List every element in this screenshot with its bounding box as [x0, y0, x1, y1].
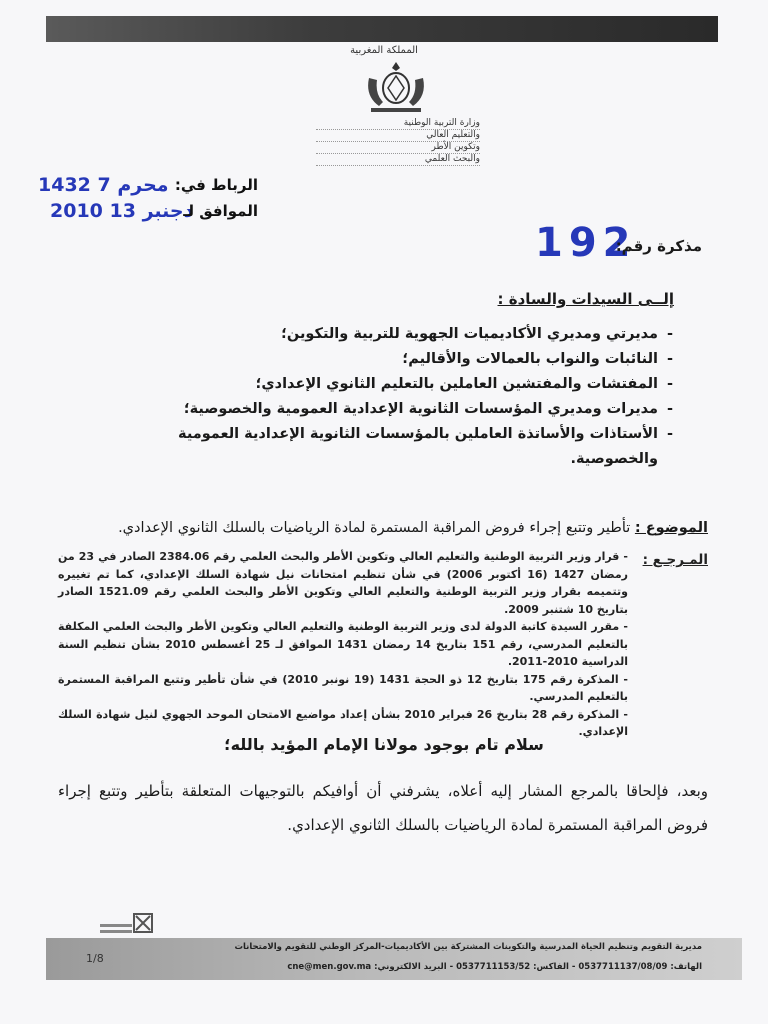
reference-text: قرار وزير التربية الوطنية والتعليم العالي وتكوين الأطر والبحث العلمي رقم 2384.06 الصادر في 23 من رمضان 1427 (16 أكتوبر 2006) في شأن تنظيم امتحانات نيل شهادة السلك الإعدادي، كما تم تغييره وتتميمه بقرار وزير التربية الوطنية والتعليم العالي وتكوين الأطر والبحث العلمي رقم 1521.09 الصادر بتاريخ 10 شتنبر 2009. [58, 550, 629, 616]
list-item: - المفتشات والمفتشين العاملين بالتعليم الثانوي الإعدادي؛ [122, 372, 682, 397]
page-number: 1/8 [86, 952, 104, 965]
addressees-title: إلــى السيدات والسادة : [497, 290, 674, 308]
subject-label: الموضوع : [634, 520, 708, 536]
addressee-text: المفتشات والمفتشين العاملين بالتعليم الثانوي الإعدادي؛ [255, 376, 658, 392]
list-item: - مقرر السيدة كاتبة الدولة لدى وزير التربية الوطنية والتعليم العالي وتكوين الأطر والبحث العلمي المكلفة بالتعليم المدرسي، رقم 151 بتاريخ 14 رمضان 1431 الموافق لـ 25 أغسطس 2010 بشأن تنظيم السنة الدراسية 2010-2011. [58, 620, 628, 668]
corresponding-date-label: الموافق لـ [183, 202, 258, 220]
memo-number: 192 [535, 220, 637, 266]
memo-label: مذكرة رقم: [615, 237, 702, 255]
references-section [58, 548, 708, 741]
kingdom-title: المملكة المغربية [350, 45, 418, 56]
reference-text: المذكرة رقم 175 بتاريخ 12 ذو الحجة 1431 (19 نونبر 2010) في شأن تأطير وتتبع المراقبة المستمرة بالتعليم المدرسي. [58, 672, 628, 703]
ministry-line: والبحث العلمي [316, 154, 480, 166]
royal-emblem-icon [361, 58, 431, 114]
ministry-line: والتعليم العالي [316, 130, 480, 142]
footer-band [46, 938, 742, 980]
ministry-line: وتكوين الأطر [316, 142, 480, 154]
footer-contact: الهاتف: 0537711137/08/09 - الفاكس: 0537711153/52 - البريد الالكتروني: cne@men.gov.ma [287, 962, 702, 972]
list-item: - النائبات والنواب بالعمالات والأقاليم؛ [122, 347, 682, 372]
list-item: - الأستاذات والأساتذة العاملين بالمؤسسات الثانوية الإعدادية العمومية والخصوصية. [122, 422, 682, 472]
subject-line [58, 520, 708, 536]
rabat-date-label: الرباط في: [174, 176, 258, 194]
list-item: - مديرتي ومديري الأكاديميات الجهوية للتربية والتكوين؛ [122, 322, 682, 347]
footer-directorate: مديرية التقويم وتنظيم الحياة المدرسية والتكوينات المشتركة بين الأكاديميات-المركز الوطني للتقويم والامتحانات [234, 942, 702, 952]
reference-text: مقرر السيدة كاتبة الدولة لدى وزير التربية الوطنية والتعليم العالي وتكوين الأطر والبحث العلمي المكلفة بالتعليم المدرسي، رقم 151 بتاريخ 14 رمضان 1431 الموافق لـ 25 أغسطس 2010 بشأن تنظيم السنة الدراسية 2010-2011. [58, 620, 628, 668]
list-item: - المذكرة رقم 28 بتاريخ 26 فبراير 2010 بشأن إعداد مواضيع الامتحان الموحد الجهوي لنيل شهادة السلك الإعدادي. [58, 707, 628, 738]
addressee-text: النائبات والنواب بالعمالات والأقاليم؛ [402, 351, 658, 367]
list-item: - المذكرة رقم 175 بتاريخ 12 ذو الحجة 1431 (19 نونبر 2010) في شأن تأطير وتتبع المراقبة المستمرة بالتعليم المدرسي. [58, 672, 628, 703]
addressee-text: الأستاذات والأساتذة العاملين بالمؤسسات الثانوية الإعدادية العمومية والخصوصية. [178, 426, 658, 467]
date-block [38, 172, 258, 224]
list-item: - قرار وزير التربية الوطنية والتعليم العالي وتكوين الأطر والبحث العلمي رقم 2384.06 الصادر في 23 من رمضان 1427 (16 أكتوبر 2006) في شأن تنظيم امتحانات نيل شهادة السلك الإعدادي، كما تم تغييره وتتميمه بقرار وزير التربية الوطنية والتعليم العالي وتكوين الأطر والبحث العلمي رقم 1521.09 الصادر بتاريخ 10 شتنبر 2009. [58, 550, 629, 616]
evaluation-center-logo-icon [98, 910, 156, 938]
ministry-name [316, 118, 480, 166]
greeting: سلام تام بوجود مولانا الإمام المؤيد بالله؛ [224, 735, 544, 754]
addressee-list [122, 322, 682, 472]
header-bar [46, 16, 718, 42]
body-paragraph: وبعد، فإلحاقا بالمرجع المشار إليه أعلاه، يشرفني أن أوافيكم بالتوجيهات المتعلقة بتأطير وتتبع إجراء فروض المراقبة المستمرة لمادة الرياضيات بالسلك الثانوي الإعدادي. [58, 782, 708, 834]
gregorian-date-handwritten: 2010 دجنبر 13 [50, 200, 194, 222]
references-label: المـرجـع : [642, 552, 708, 568]
list-item: - مديرات ومديري المؤسسات الثانوية الإعدادية العمومية والخصوصية؛ [122, 397, 682, 422]
ministry-line: وزارة التربية الوطنية [316, 118, 480, 130]
hijri-date-handwritten: 1432 محرم 7 [38, 174, 169, 196]
addressee-text: مديرات ومديري المؤسسات الثانوية الإعدادية العمومية والخصوصية؛ [183, 401, 658, 417]
subject-text: تأطير وتتبع إجراء فروض المراقبة المستمرة لمادة الرياضيات بالسلك الثانوي الإعدادي. [118, 520, 631, 536]
reference-text: المذكرة رقم 28 بتاريخ 26 فبراير 2010 بشأن إعداد مواضيع الامتحان الموحد الجهوي لنيل شهادة السلك الإعدادي. [58, 707, 628, 738]
addressee-text: مديرتي ومديري الأكاديميات الجهوية للتربية والتكوين؛ [281, 326, 658, 342]
